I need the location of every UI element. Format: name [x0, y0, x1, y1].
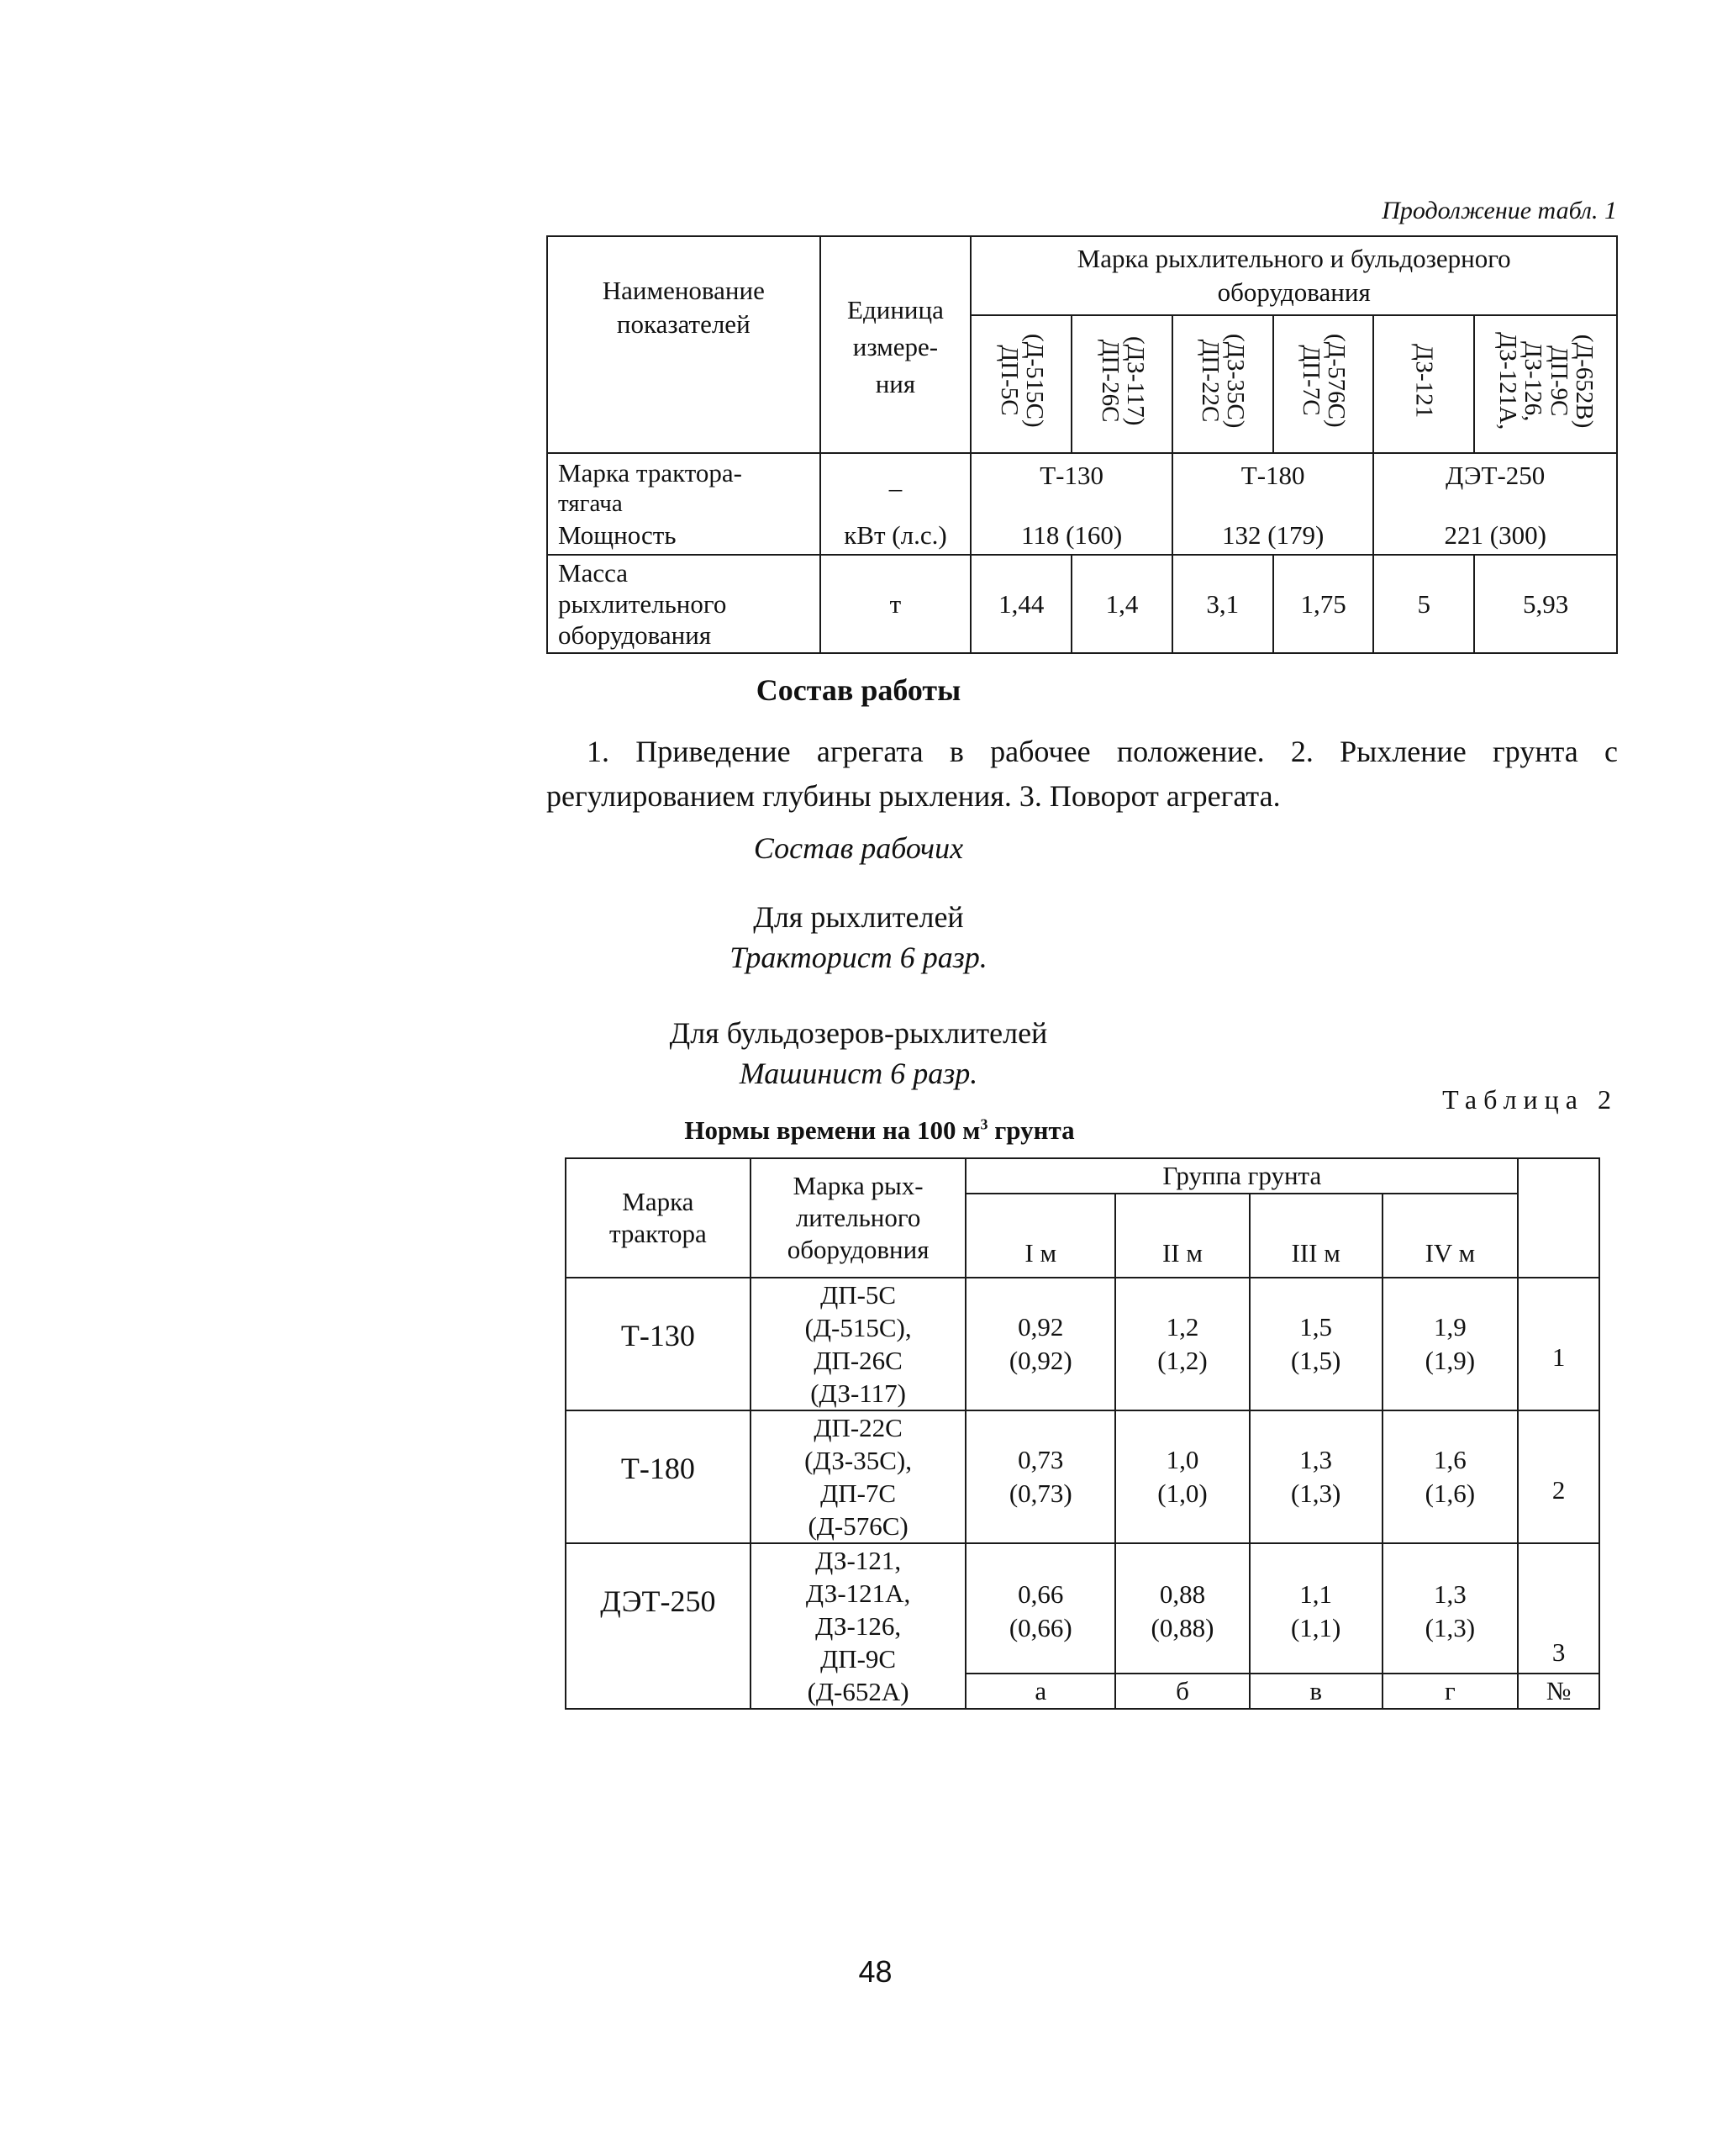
tractor-brand-header: Марка трактора	[566, 1158, 751, 1278]
table-row	[566, 1543, 1599, 1674]
tractor-power: 221 (300)	[1444, 520, 1546, 550]
tractor-power-unit	[820, 453, 972, 555]
norm-cell: 1,1 (1,1)	[1250, 1543, 1383, 1674]
mass-value: 5,93	[1474, 555, 1617, 653]
tractor-power: 118 (160)	[1020, 520, 1123, 550]
indicator-name-header-text: Наименование показателей	[602, 276, 765, 339]
model-header: ДП-5С (Д-515С)	[971, 315, 1072, 453]
row-number: 3	[1518, 1543, 1599, 1674]
model-header: ДЗ-121	[1373, 315, 1474, 453]
unit-header-line: Единица	[847, 295, 944, 324]
work-composition-text: 1. Приведение агрегата в рабочее положение. 2. Рыхление грунта с регулированием глубины рыхления. 3. Поворот агрегата.	[546, 735, 1618, 813]
mass-label-line: оборудования	[558, 620, 712, 650]
row-number: 2	[1518, 1410, 1599, 1543]
column-letter: б	[1115, 1674, 1250, 1709]
column-letter: в	[1250, 1674, 1383, 1709]
table2-title: Нормы времени на 100 $м^3$ грунта	[684, 1115, 1075, 1145]
norm-cell: 1,3 (1,3)	[1250, 1410, 1383, 1543]
rippers-title: Для рыхлителей	[753, 900, 964, 934]
tractor-model: ДЭТ-250	[1446, 461, 1546, 490]
tractor-det250-cell	[1373, 453, 1617, 555]
soil-group-col: II м	[1115, 1194, 1250, 1278]
mass-value: 5	[1373, 555, 1474, 653]
norm-cell: 1,6 (1,6)	[1383, 1410, 1519, 1543]
workers-composition-title: Состав рабочих	[753, 831, 964, 865]
table2-label: Таблица 2	[1442, 1084, 1618, 1115]
tractor-cell: Т-180	[566, 1410, 751, 1543]
tractor-power: 132 (179)	[1221, 520, 1325, 550]
norm-cell: 0,92 (0,92)	[966, 1278, 1115, 1410]
unit-header-line: ния	[875, 369, 916, 398]
tractor-unit: –	[888, 473, 903, 503]
equipment-brand-header: Марка рых- лительного оборудовния	[751, 1158, 966, 1278]
row-number: 1	[1518, 1278, 1599, 1410]
column-letter: №	[1518, 1674, 1599, 1709]
norm-cell: 0,73 (0,73)	[966, 1410, 1115, 1543]
model-header: ДП-22С (ДЗ-35С)	[1172, 315, 1273, 453]
soil-group-col: I м	[966, 1194, 1115, 1278]
equipment-brand-header	[971, 236, 1617, 315]
norm-cell: 1,9 (1,9)	[1383, 1278, 1519, 1410]
number-header	[1518, 1158, 1599, 1278]
model-header: ДП-26С (ДЗ-117)	[1072, 315, 1172, 453]
norm-cell: 0,66 (0,66)	[966, 1543, 1115, 1674]
indicator-name-header	[547, 236, 820, 453]
soil-group-col: III м	[1250, 1194, 1383, 1278]
column-letter: г	[1383, 1674, 1519, 1709]
tractor-cell: ДЭТ-250	[566, 1543, 751, 1709]
model-header: ДП-7С (Д-576С)	[1273, 315, 1374, 453]
norm-cell: 1,3 (1,3)	[1383, 1543, 1519, 1674]
mass-value: 1,4	[1072, 555, 1172, 653]
power-label: Мощность	[558, 520, 677, 550]
dozers-worker: Машинист 6 разр.	[739, 1057, 978, 1090]
tractor-cell: Т-130	[566, 1278, 751, 1410]
norm-cell: 0,88 (0,88)	[1115, 1543, 1250, 1674]
norm-cell: 1,5 (1,5)	[1250, 1278, 1383, 1410]
mass-value: 3,1	[1172, 555, 1273, 653]
equipment-brand-header-text: Марка рыхлительного и бульдозерного оборудования	[1077, 244, 1511, 307]
soil-group-col: IV м	[1383, 1194, 1519, 1278]
mass-value: 1,44	[971, 555, 1072, 653]
tractor-t130-cell	[971, 453, 1172, 555]
unit-header	[820, 236, 972, 453]
tractor-model: Т-130	[1040, 461, 1103, 490]
mass-label	[547, 555, 820, 653]
mass-value: 1,75	[1273, 555, 1374, 653]
column-letter: а	[966, 1674, 1115, 1709]
mass-label-line: рыхлительного	[558, 589, 727, 619]
dozers-title: Для бульдозеров-рыхлителей	[669, 1016, 1048, 1050]
tractor-t180-cell	[1172, 453, 1374, 555]
norm-cell: 1,2 (1,2)	[1115, 1278, 1250, 1410]
mass-label-line: Масса	[558, 558, 628, 588]
table-row	[566, 1410, 1599, 1543]
tractor-label-line: тягача	[558, 490, 623, 517]
table-continuation-caption: Продолжение табл. 1	[1382, 197, 1617, 224]
soil-group-header: Группа грунта	[966, 1158, 1518, 1194]
mass-unit: т	[820, 555, 972, 653]
rippers-worker: Тракторист 6 разр.	[729, 941, 988, 974]
page-number: 48	[858, 1954, 893, 1989]
tractor-label-line: Марка трактора-	[558, 458, 742, 488]
tractor-model: Т-180	[1240, 461, 1305, 490]
time-norms-table	[565, 1157, 1600, 1710]
unit-header-line: измере-	[852, 332, 939, 361]
equipment-cell: ДП-22С (ДЗ-35С), ДП-7С (Д-576С)	[751, 1410, 966, 1543]
norm-cell: 1,0 (1,0)	[1115, 1410, 1250, 1543]
equipment-specs-table	[546, 235, 1618, 654]
model-header: ДЗ-121А, ДЗ-126, ДП-9С (Д-652В)	[1474, 315, 1617, 453]
work-composition-title: Состав работы	[756, 673, 961, 707]
equipment-cell: ДП-5С (Д-515С), ДП-26С (ДЗ-117)	[751, 1278, 966, 1410]
power-unit: кВт (л.с.)	[844, 520, 947, 550]
table-row	[566, 1278, 1599, 1410]
equipment-cell: ДЗ-121, ДЗ-121А, ДЗ-126, ДП-9С (Д-652А)	[751, 1543, 966, 1709]
tractor-power-label	[547, 453, 820, 555]
